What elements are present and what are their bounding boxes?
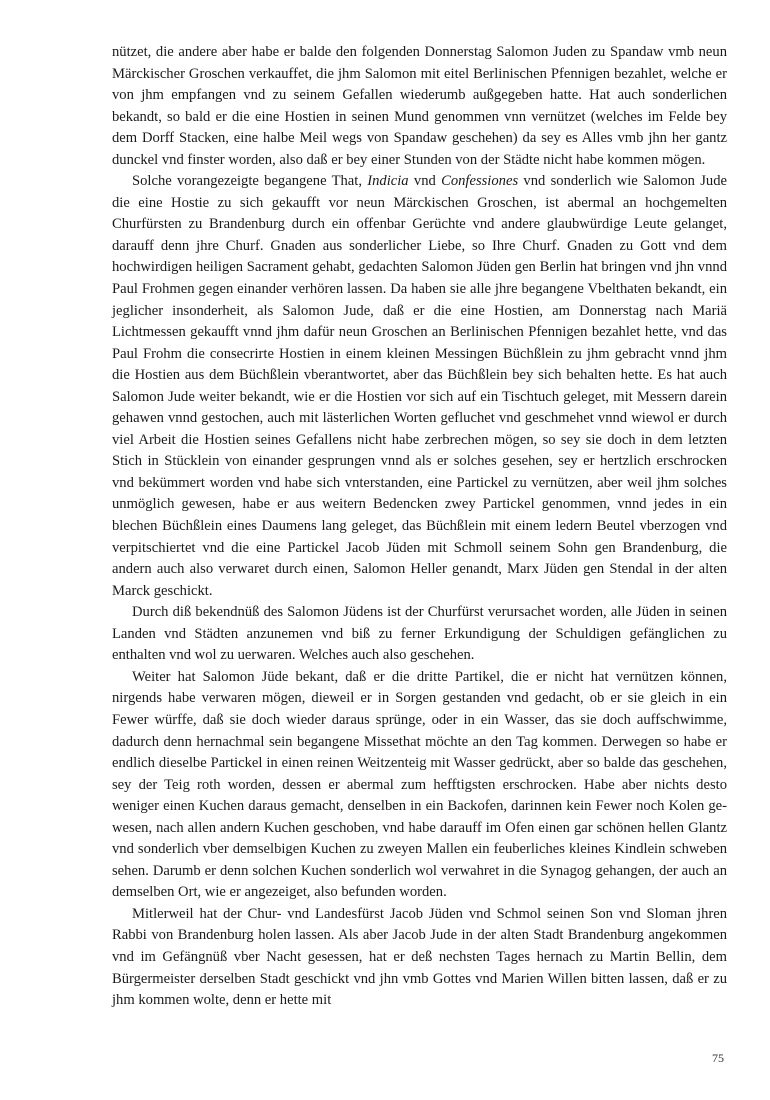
text-run: Durch diß bekendnüß des Salomon Jüdens ist der Churfürst verursachet worden, alle Jüden in seinen Landen vnd Städten anzunemen vnd biß zu ferner Erkundigung der Schuldigen gefänglichen zu enthalten vnd wol zu uerwaren. Welches auch also geschehen. <box>112 604 727 664</box>
paragraph <box>112 602 727 667</box>
italic-term: Indicia <box>367 173 409 190</box>
italic-term: Confessiones <box>441 173 519 190</box>
paragraph <box>112 171 727 602</box>
text-run: Weiter hat Salomon Jüde bekant, daß er die dritte Partikel, die er nicht hat vernützen können, nirgends habe verwaren mögen, dieweil er in Sorgen gestanden vnd gedacht, ob er sie gleich in ein Fewer würffe, daß sie doch wieder daraus sprünge, oder in ein Wasser, das sie doch auffschwimme, dadurch denn hernachmal sein begangene Missethat möchte an den Tag kommen. Derwegen so habe er endlich dieselbe Partickel in einen reinen Weitzenteig mit Wasser gedrückt, aber so balde das geschehen, sey der Teig roth worden, dessen er abermal zum hefftigsten erschrocken. Habe aber nichts desto weniger einen Kuchen daraus gemacht, denselben in ein Backofen, darinnen kein Fewer noch Kolen gewesen, nach allen andern Kuchen geschoben, vnd habe darauff im Ofen einen gar schönen hellen Glantz vnd sonderlich vber demselbigen Kuchen zu zweyen Mallen ein feuberliches kleines Kindlein schweben sehen. Darumb er denn solchen Kuchen sonderlich wol verwahret in die Synagog gehangen, der auch an demselben Ort, wie er angezeiget, also befunden worden. <box>112 668 727 901</box>
text-run: vnd <box>408 173 442 190</box>
paragraph <box>112 42 727 171</box>
page-number: 75 <box>712 1051 724 1065</box>
text-run: vnd sonderlich wie Salomon Jude die eine Hostie zu sich gekaufft vor neun Märckischen Groschen, ist abermal an hochgemelten Churfürsten zu Brandenburg durch ein offenbar Gerüchte vnd andere glaubwürdige Leute gelanget, darauff denn jhre Churf. Gnaden aus sonderlicher Liebe, so Ihre Churf. Gnaden zu Gott vnd dem hochwirdigen heiligen Sacrament gehabt, gedachten Salomon Jüden gen Berlin hat bringen vnd jhn vnnd Paul Frohmen gegen einander verhören lassen. Da haben sie alle jhre begangene Vbelthaten bekandt, ein jeglicher insonderheit, als Salomon Jude, daß er die eine Hostien, am Donnerstag nach Mariä Lichtmessen gekaufft vnnd jhm dafür neun Groschen an Berlinischen Pfennigen bezahlet hette, vnd das Paul Frohm die consecrirte Hostien in einem kleinen Messingen Büchßlein zu jhm gebracht vnnd jhm die Hostien aus dem Büchßlein vberantwortet, aber das Büchßlein bey sich behalten hette. Es hat auch Salomon Jude weiter bekandt, wie er die Hostien vor sich auf ein Tischtuch geleget, mit Messern darein gehawen vnnd gestochen, auch mit lästerlichen Worten gefluchet vnd geschmehet vnnd wiewol er durch viel Arbeit die Hostien seines Gefallens nicht habe zerbrechen mögen, so sey sie doch in dem letzten Stich in Stücklein von einander gesprungen vnnd als er solches gesehen, sey er hertzlich erschrocken vnd bekümmert worden vnd habe sich vnterstanden, eine Partickel zu vernützen, aber weil jhm solches unmöglich gewesen, habe er aus weitern Bedencken zwey Partickel genommen, vnnd jedes in ein blechen Büchßlein eines Daumens lang geleget, das Büchßlein mit einem ledern Beutel vberzogen vnd verpitschiertet vnd die eine Partickel Jacob Jüden mit Schmoll seinem Sohn gen Brandenburg, die andern auch also verwaret durch einen, Salomon Heller genandt, Marx Jüden gen Stendal in der alten Marck geschickt. <box>112 173 727 599</box>
page-body <box>112 42 727 1012</box>
paragraph <box>112 667 727 904</box>
text-run: nützet, die andere aber habe er balde den folgenden Donnerstag Salomon Juden zu Spandaw vmb neun Märckischer Groschen verkauffet, die jhm Salomon mit eitel Berlinischen Pfennigen bezahlet, welche er von jhm empfangen vnd zu seinem Gefallen wiederumb außgegeben hatte. Hat auch sonderlichen bekandt, so bald er die eine Hostien in seinen Mund genommen vnn vernützet (welches im Felde bey dem Dorff Stacken, eine halbe Meil wegs von Spandaw geschehen) da sey es Alles vmb jhn her gantz dunckel vnd finster worden, also daß er bey einer Stunden von der Städte nicht habe kommen mögen. <box>112 44 727 168</box>
text-run: Mitlerweil hat der Chur- vnd Landesfürst Jacob Jüden vnd Schmol seinen Son vnd Sloman jhren Rabbi von Brandenburg holen lassen. Als aber Jacob Jude in der alten Stadt Brandenburg angekommen vnd im Gefängnüß vber Nacht gesessen, hat er deß nechsten Tages hernach zu Martin Bellin, dem Bürgermeister derselben Stadt geschickt vnd jhn vmb Gottes vnd Marien Willen bitten lassen, daß er zu jhm kommen wolte, denn er hette mit <box>112 905 727 1009</box>
text-run: Solche vorangezeigte begangene That, <box>132 173 368 190</box>
paragraph <box>112 904 727 1012</box>
